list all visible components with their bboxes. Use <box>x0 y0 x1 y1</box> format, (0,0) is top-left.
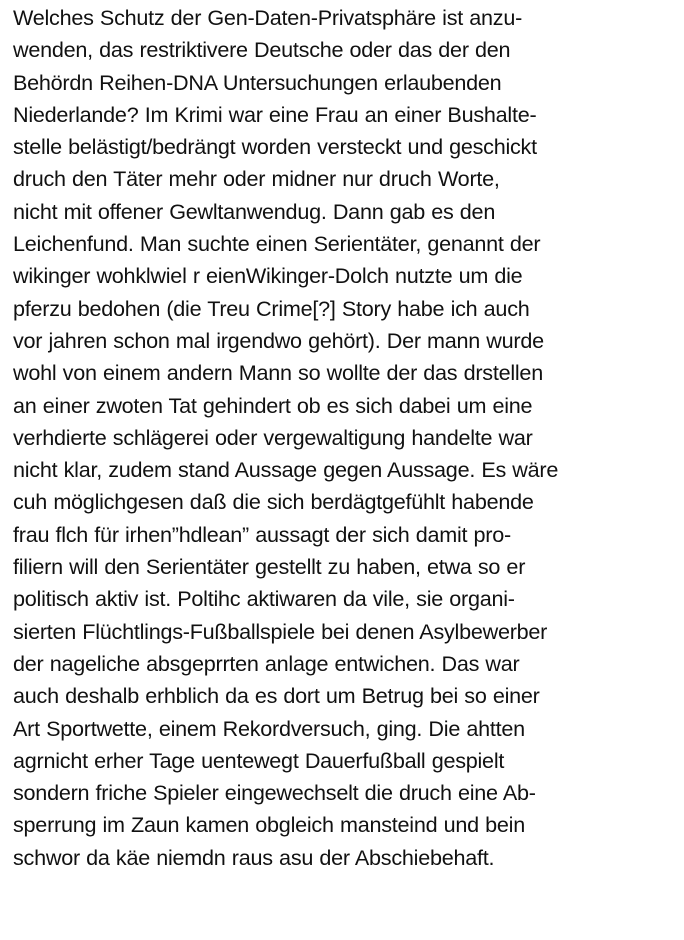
text-line: Behördn Reihen-DNA Untersuchungen erlaubenden <box>13 69 502 95</box>
text-line: sperrung im Zaun kamen obgleich mansteind und bein <box>13 812 525 838</box>
text-line: schwor da käe niemdn raus asu der Abschiebehaft. <box>13 844 495 870</box>
text-line: frau flch für irhen”hdlean” aussagt der sich damit pro- <box>13 521 511 547</box>
text-line: pferzu bedohen (die Treu Crime[?] Story habe ich auch <box>13 295 530 321</box>
text-line: der nageliche absgeprrten anlage entwichen. Das war <box>13 650 520 676</box>
text-line: sondern friche Spieler eingewechselt die druch eine Ab- <box>13 780 536 806</box>
text-line: an einer zwoten Tat gehindert ob es sich dabei um eine <box>13 392 533 418</box>
text-line: wohl von einem andern Mann so wollte der das drstellen <box>13 360 543 386</box>
text-line: Welches Schutz der Gen-Daten-Privatsphäre ist anzu- <box>13 5 523 30</box>
text-line: nicht mit offener Gewltanwendug. Dann gab es den <box>13 198 496 224</box>
text-line: vor jahren schon mal irgendwo gehört). Der mann wurde <box>13 327 544 353</box>
text-line: politisch aktiv ist. Poltihc aktiwaren da vile, sie organi- <box>13 586 515 612</box>
text-line: cuh möglichgesen daß die sich berdägtgefühlt habende <box>13 489 534 515</box>
text-line: wikinger wohklwiel r eienWikinger-Dolch nutzte um die <box>13 263 523 289</box>
text-line: druch den Täter mehr oder midner nur druch Worte, <box>13 166 500 192</box>
text-line: sierten Flüchtlings-Fußballspiele bei denen Asylbewerber <box>13 618 548 644</box>
body-text <box>13 2 681 874</box>
text-line: nicht klar, zudem stand Aussage gegen Aussage. Es wäre <box>13 457 559 483</box>
text-line: agrnicht erher Tage uentewegt Dauerfußball gespielt <box>13 747 505 773</box>
text-line: filiern will den Serientäter gestellt zu haben, etwa so er <box>13 554 526 580</box>
text-line: Leichenfund. Man suchte einen Serientäter, genannt der <box>13 231 541 257</box>
text-line: Niederlande? Im Krimi war eine Frau an einer Bushalte- <box>13 101 537 127</box>
text-line: Art Sportwette, einem Rekordversuch, ging. Die ahtten <box>13 715 525 741</box>
text-line: auch deshalb erhblich da es dort um Betrug bei so einer <box>13 683 540 709</box>
text-line: stelle belästigt/bedrängt worden versteckt und geschickt <box>13 134 537 160</box>
text-line: wenden, das restriktivere Deutsche oder das der den <box>13 37 511 63</box>
text-line: verhdierte schlägerei oder vergewaltigung handelte war <box>13 424 533 450</box>
